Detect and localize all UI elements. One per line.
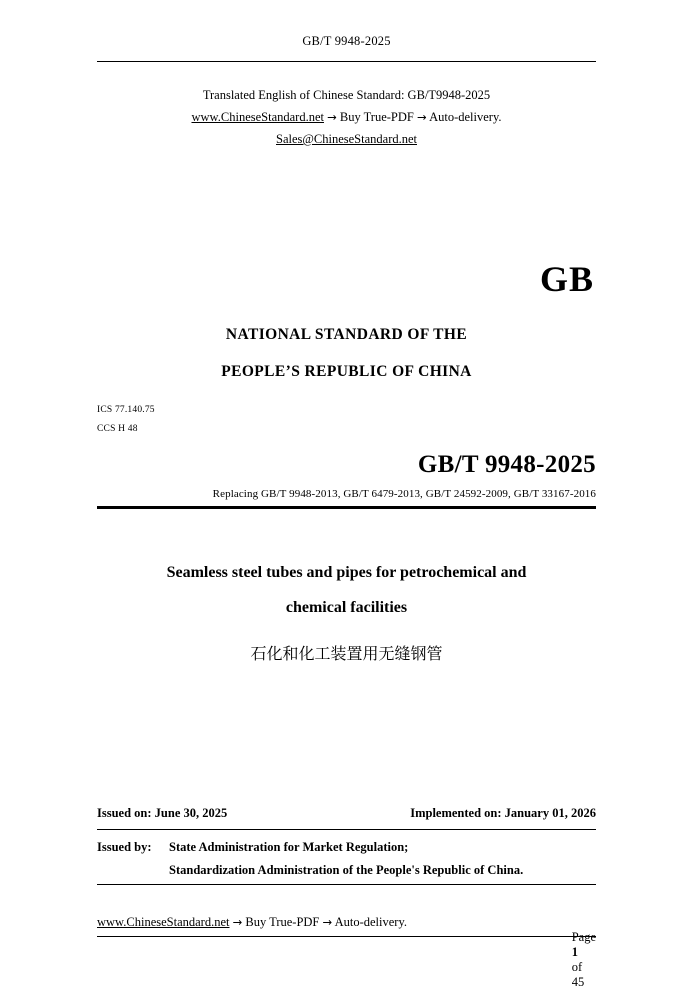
page-label: Page [571, 930, 596, 944]
footer-chinesestandard-link[interactable]: www.ChineseStandard.net [97, 915, 230, 929]
promo-delivery-text: Auto-delivery. [429, 110, 502, 124]
classification-codes [97, 401, 596, 439]
promo-line-2 [97, 106, 596, 128]
national-standard-line-1: NATIONAL STANDARD OF THE [225, 326, 468, 343]
title-english-line-2: chemical facilities [285, 599, 408, 616]
issuance-dates [97, 806, 596, 821]
replacing-standards: Replacing GB/T 9948-2013, GB/T 6479-2013, GB/T 24592-2009, GB/T 33167-2016 [212, 488, 596, 500]
standard-divider [97, 506, 596, 509]
promo-line-3 [97, 128, 596, 150]
footer-buy-text: Buy True-PDF [245, 915, 320, 929]
footer-divider [97, 936, 596, 937]
issued-by-org-2: Standardization Administration of the People's Republic of China. [169, 863, 524, 877]
footer-arrow-icon: → [232, 915, 243, 929]
page-total: 45 [571, 975, 585, 989]
chinesestandard-link[interactable]: www.ChineseStandard.net [191, 110, 324, 124]
footer-promo [97, 915, 407, 930]
standard-number: GB/T 9948-2025 [417, 451, 596, 478]
national-standard-line-2: PEOPLE’S REPUBLIC OF CHINA [221, 363, 472, 380]
document-title-chinese: 石化和化工装置用无缝钢管 [250, 644, 443, 663]
of-label: of [571, 960, 583, 974]
sales-email-link[interactable]: Sales@ChineseStandard.net [276, 132, 417, 146]
ics-code: ICS 77.140.75 [97, 405, 155, 415]
footer-delivery-text: Auto-delivery. [334, 915, 408, 929]
page-footer [97, 915, 596, 1005]
title-english-line-1: Seamless steel tubes and pipes for petrochemical and [166, 564, 527, 581]
page-indicator [553, 915, 596, 1005]
issued-by-block [97, 836, 596, 882]
page-number: 1 [571, 945, 578, 959]
national-standard-heading [97, 326, 596, 381]
issuance-divider-bottom [97, 884, 596, 885]
header-divider [97, 61, 596, 62]
promo-buy-text: Buy True-PDF [339, 110, 414, 124]
issuance-divider-top [97, 829, 596, 830]
arrow-icon: → [327, 110, 337, 124]
issued-by-label: Issued by: [97, 840, 152, 854]
document-title-english [97, 555, 596, 625]
issued-by-org-1: State Administration for Market Regulation; [169, 840, 409, 854]
promo-line-1: Translated English of Chinese Standard: GB/T9948-2025 [202, 88, 491, 102]
promo-block [97, 84, 596, 150]
issued-on-date: Issued on: June 30, 2025 [97, 806, 228, 820]
arrow-icon-2: → [417, 110, 427, 124]
gb-emblem-text: GB [539, 259, 594, 299]
page-header-title: GB/T 9948-2025 [302, 34, 391, 48]
implemented-on-date: Implemented on: January 01, 2026 [410, 806, 596, 820]
footer-arrow-icon-2: → [322, 915, 333, 929]
ccs-code: CCS H 48 [97, 424, 138, 434]
